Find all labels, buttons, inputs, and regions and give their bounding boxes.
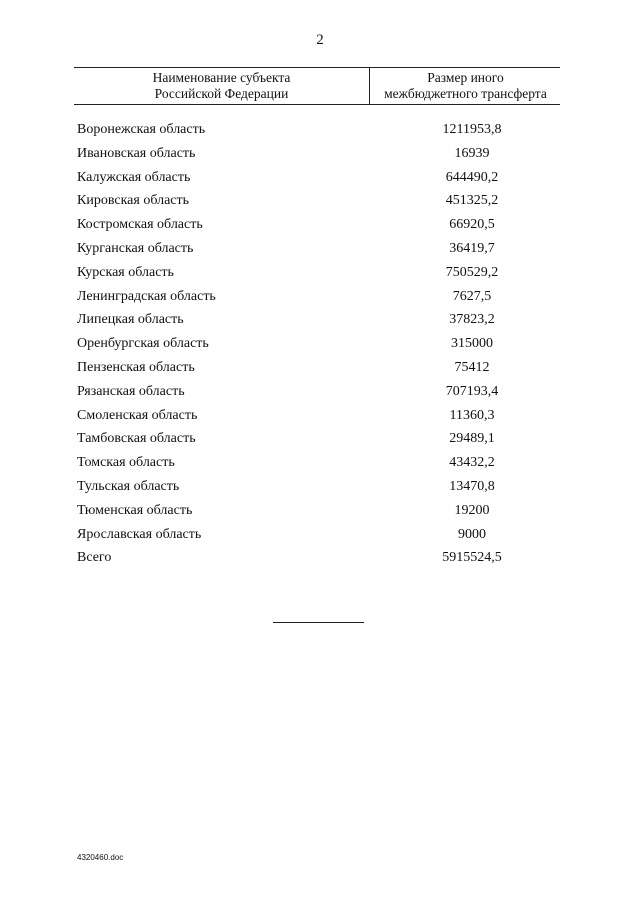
table-row (77, 166, 560, 190)
transfer-amount: 19200 (454, 502, 490, 518)
header-region-name (74, 68, 370, 104)
transfer-amount: 644490,2 (445, 169, 499, 185)
table-row (77, 546, 560, 570)
region-name: Кировская область (77, 193, 190, 209)
header-region-name-line2: Российской Федерации (154, 86, 289, 101)
region-name: Курганская область (77, 240, 194, 256)
table-row (77, 451, 560, 475)
table-row (77, 142, 560, 166)
transfer-amount: 315000 (451, 336, 493, 352)
transfer-amount: 66920,5 (449, 217, 495, 233)
region-name: Костромская область (77, 217, 203, 233)
header-transfer-amount (371, 68, 560, 104)
header-transfer-amount-line2: межбюджетного трансферта (384, 86, 547, 101)
transfer-amount: 750529,2 (445, 264, 499, 280)
table-row (77, 380, 560, 404)
transfer-amount: 16939 (454, 145, 490, 161)
table-header (74, 67, 560, 105)
transfer-amount: 451325,2 (445, 193, 499, 209)
table-body (77, 118, 560, 570)
transfer-amount: 36419,7 (449, 240, 495, 256)
transfer-amount: 29489,1 (449, 431, 495, 447)
region-name: Ярославская область (77, 526, 202, 542)
table-row (77, 285, 560, 309)
region-name: Воронежская область (77, 122, 206, 137)
region-name: Оренбургская область (77, 336, 209, 352)
table-row (77, 189, 560, 213)
region-name: Ленинградская область (77, 288, 216, 304)
table-row (77, 118, 560, 142)
table-row (77, 499, 560, 523)
table-row (77, 308, 560, 332)
region-name: Калужская область (77, 169, 191, 185)
header-region-name-line1: Наименование субъекта (152, 70, 291, 85)
document-id: 4320460.doc (77, 853, 124, 862)
transfer-amount: 707193,4 (445, 383, 499, 399)
region-name: Курская область (77, 264, 174, 280)
region-name: Пензенская область (77, 359, 195, 375)
region-name: Тамбовская область (77, 431, 196, 447)
table-row (77, 213, 560, 237)
region-name: Ивановская область (77, 145, 196, 161)
transfer-amount: 5915524,5 (442, 550, 502, 566)
region-name: Липецкая область (77, 312, 184, 328)
transfer-amount: 75412 (454, 359, 490, 375)
transfer-amount: 9000 (458, 526, 486, 542)
table-row (77, 475, 560, 499)
table-row (77, 356, 560, 380)
table-row (77, 404, 560, 428)
region-name: Рязанская область (77, 383, 185, 399)
transfer-amount: 11360,3 (449, 407, 495, 423)
table-row (77, 427, 560, 451)
region-name: Смоленская область (77, 407, 198, 423)
region-name: Томская область (77, 455, 175, 471)
header-transfer-amount-line1: Размер иного (427, 70, 504, 85)
table-row (77, 261, 560, 285)
table-row (77, 332, 560, 356)
transfer-amount: 37823,2 (449, 312, 495, 328)
transfer-amount: 43432,2 (449, 455, 495, 471)
page-number: 2 (316, 32, 324, 48)
end-divider (273, 622, 364, 623)
region-name: Тюменская область (77, 502, 193, 518)
table-row (77, 237, 560, 261)
transfer-amount: 7627,5 (452, 288, 492, 304)
table-row (77, 523, 560, 547)
transfer-amount: 13470,8 (449, 478, 495, 494)
transfer-amount: 1211953,8 (442, 122, 502, 137)
region-name: Всего (77, 550, 112, 566)
region-name: Тульская область (77, 478, 180, 494)
